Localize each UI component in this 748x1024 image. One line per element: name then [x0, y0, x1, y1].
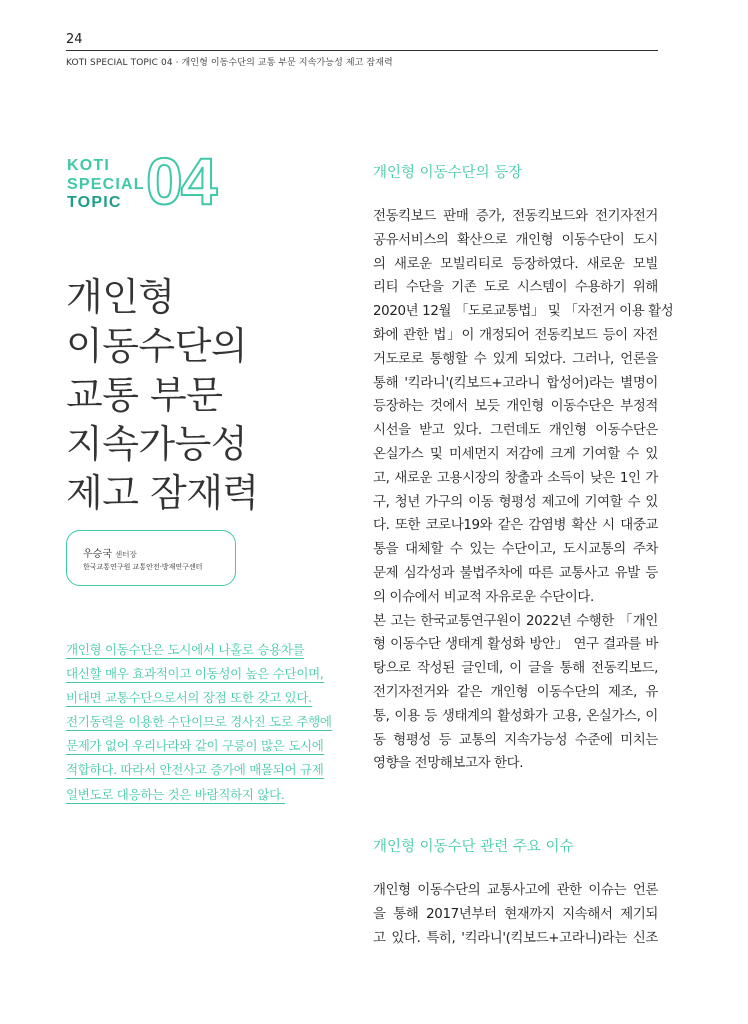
body-line: 의 이슈에서 비교적 자유로운 수단이다.: [373, 589, 594, 605]
author-name-line: [83, 545, 137, 560]
author-affiliation: 한국교통연구원 교통안전·방재연구센터: [83, 563, 203, 571]
body-line: 시선을 받고 있다. 그런데도 개인형 이동수단은: [373, 423, 658, 439]
title-line: 지속가능성: [66, 422, 248, 466]
body-line: 고, 새로운 고용시장의 창출과 소득이 낮은 1인 가: [373, 470, 658, 486]
summary-block: [66, 638, 338, 807]
author-role: 센터장: [114, 550, 137, 559]
title-line: 교통 부문: [66, 373, 223, 417]
body-line: 전동킥보드 판매 증가, 전동킥보드와 전기자전거: [373, 209, 658, 224]
section-body: [373, 879, 658, 950]
body-line: 통을 대체할 수 있는 수단이고, 도시교통의 주차: [373, 542, 658, 558]
body-line: 통, 이용 등 생태계의 활성화가 고용, 온실가스, 이: [373, 708, 658, 724]
body-line: 등장하는 것에서 보듯 개인형 이동수단은 부정적: [373, 399, 658, 415]
body-line: 리티 수단을 기존 도로 시스템이 수용하기 위해: [373, 280, 658, 296]
summary-line: 전기동력을 이용한 수단이므로 경사진 도로 주행에: [66, 714, 332, 730]
koti-badge-text: [67, 157, 145, 213]
body-line: 공유서비스의 확산으로 개인형 이동수단이 도시: [373, 232, 658, 248]
body-line: 문제 심각성과 불법주차에 따른 교통사고 유발 등: [373, 565, 658, 581]
badge-line-topic: TOPIC: [67, 194, 122, 211]
body-line: 온실가스 및 미세먼지 저감에 크게 기여할 수 있: [373, 446, 658, 462]
body-line: 2020년 12월 「도로교통법」 및 「자전거 이용 활성: [373, 304, 674, 320]
body-line: 형 이동수단 생태계 활성화 방안」 연구 결과를 바: [373, 637, 658, 653]
summary-line: 적합하다. 따라서 안전사고 증가에 매몰되어 규제: [66, 762, 324, 778]
body-line: 고 있다. 특히, '킥라니'(킥보드+고라니)라는 신조: [373, 930, 658, 946]
summary-line: 문제가 없어 우리나라와 같이 구릉이 많은 도시에: [66, 738, 324, 754]
running-head: KOTI SPECIAL TOPIC 04 · 개인형 이동수단의 교통 부문 지속가능성 제고 잠재력: [66, 58, 393, 68]
summary-line: 개인형 이동수단은 도시에서 나홀로 승용차를: [66, 642, 305, 657]
body-line: 전기자전거와 같은 개인형 이동수단의 제조, 유: [373, 684, 658, 700]
title-line: 이동수단의: [66, 324, 248, 368]
section-body: [373, 205, 674, 776]
body-line: 화에 관한 법」이 개정되어 전동킥보드 등이 자전: [373, 327, 658, 343]
section-title: 개인형 이동수단의 등장: [373, 165, 523, 181]
header-rule: [66, 50, 658, 51]
body-line: 동 형평성 등 교통의 지속가능성 수준에 미치는: [373, 732, 658, 748]
body-line: 을 통해 2017년부터 현재까지 지속해서 제기되: [373, 906, 658, 922]
body-line: 개인형 이동수단의 교통사고에 관한 이슈는 언론: [373, 883, 658, 898]
badge-line-koti: KOTI: [67, 157, 111, 174]
title-line: 개인형: [66, 275, 175, 319]
badge-number: 04: [146, 144, 216, 218]
title-line: 제고 잠재력: [66, 471, 259, 515]
body-line: 거도로로 통행할 수 있게 되었다. 그러나, 언론을: [373, 351, 658, 367]
body-line: 탕으로 작성된 글인데, 이 글을 통해 전동킥보드,: [373, 661, 658, 677]
body-line: 통해 '킥라니'(킥보드+고라니 합성어)라는 별명이: [373, 375, 658, 391]
body-line: 본 고는 한국교통연구원이 2022년 수행한 「개인: [373, 613, 658, 629]
body-line: 영향을 전망해보고자 한다.: [373, 756, 524, 772]
author-name: 우승국: [83, 549, 112, 560]
summary-line: 일변도로 대응하는 것은 바람직하지 않다.: [66, 786, 285, 802]
section-title: 개인형 이동수단 관련 주요 이슈: [373, 839, 574, 855]
article-title: [66, 273, 259, 518]
page-number: 24: [66, 32, 83, 47]
body-line: 다. 또한 코로나19와 같은 감염병 확산 시 대중교: [373, 518, 658, 534]
body-line: 구, 청년 가구의 이동 형평성 제고에 기여할 수 있: [373, 494, 658, 510]
summary-line: 비대면 교통수단으로서의 장점 또한 갖고 있다.: [66, 690, 312, 706]
badge-line-special: SPECIAL: [67, 175, 145, 193]
summary-line: 대신할 매우 효과적이고 이동성이 높은 수단이며,: [66, 666, 324, 682]
body-line: 의 새로운 모빌리티로 등장하였다. 새로운 모빌: [373, 256, 658, 272]
